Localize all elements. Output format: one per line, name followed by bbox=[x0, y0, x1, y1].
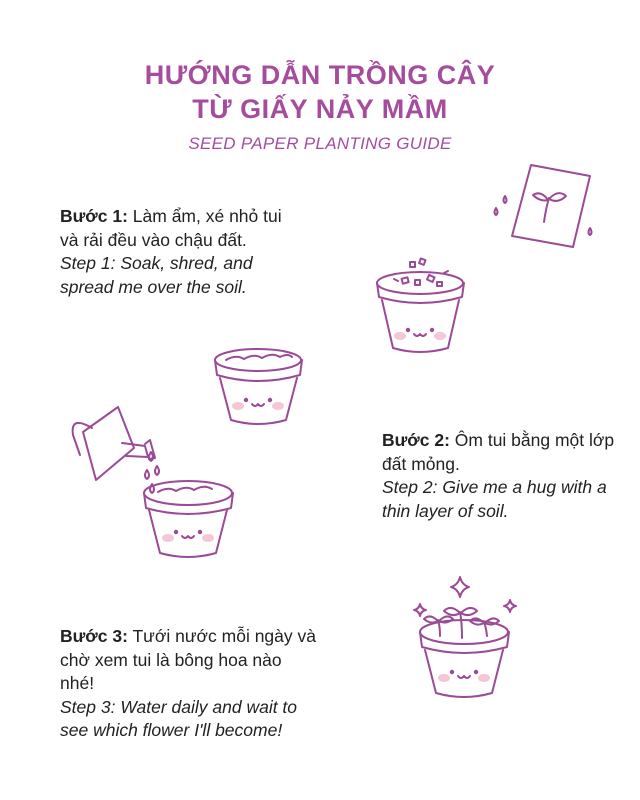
step-1-english: Step 1: Soak, shred, and spread me over the soil. bbox=[60, 253, 253, 297]
title-line-2: TỪ GIẤY NẢY MẦM bbox=[192, 94, 448, 124]
pot-with-paper-pieces-icon bbox=[377, 258, 464, 352]
step-3-vietnamese: Tưới nước mỗi ngày và chờ xem tui là bông hoa nào nhé! bbox=[60, 626, 316, 693]
pot-being-watered-icon bbox=[144, 481, 233, 557]
step-3-english: Step 3: Water daily and wait to see which flower I'll become! bbox=[60, 696, 298, 740]
step-3-heading: Bước 3: bbox=[60, 626, 128, 646]
seed-paper-card-icon bbox=[512, 165, 590, 247]
step-1-heading: Bước 1: bbox=[60, 206, 128, 226]
step-2-heading: Bước 2: bbox=[382, 430, 450, 450]
pot-with-soil-icon bbox=[215, 349, 302, 424]
step-2-english: Step 2: Give me a hug with a thin layer of soil. bbox=[382, 477, 607, 521]
watering-can-icon bbox=[73, 407, 155, 480]
step-1-vietnamese: Làm ẩm, xé nhỏ tui và rải đều vào chậu đất. bbox=[60, 206, 282, 250]
step-2-vietnamese: Ôm tui bằng một lớp đất mỏng. bbox=[382, 430, 615, 474]
sprouting-pot-icon bbox=[420, 608, 509, 697]
page-subtitle: SEED PAPER PLANTING GUIDE bbox=[188, 134, 452, 153]
title-line-1: HƯỚNG DẪN TRỒNG CÂY bbox=[144, 60, 496, 90]
